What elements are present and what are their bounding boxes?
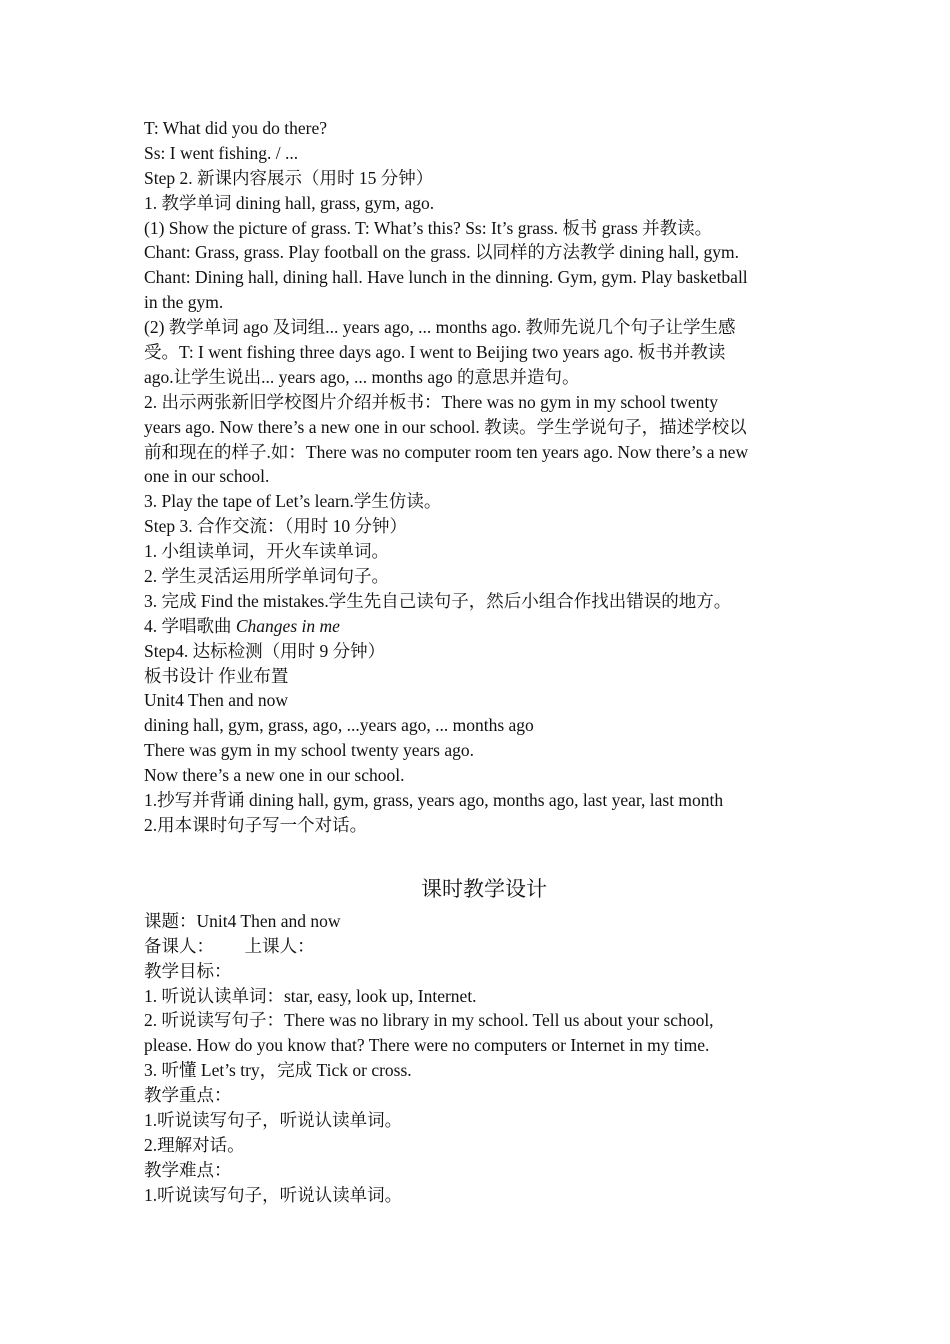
step-heading: Step 2. 新课内容展示（用时 15 分钟） [144, 167, 434, 188]
step-heading: Step4. 达标检测（用时 9 分钟） [144, 640, 386, 661]
text-line: ago.让学生说出... years ago, ... months ago 的意思并造句。 [144, 366, 580, 387]
text-line: There was gym in my school twenty years ago. [144, 740, 474, 761]
text-line: T: What did you do there? [144, 118, 327, 138]
text-line: 教学重点： [144, 1085, 232, 1106]
section-gap [144, 838, 824, 871]
text-line: 前和现在的样子.如：There was no computer room ten years ago. Now there’s a new [144, 441, 749, 462]
text-line: dining hall, gym, grass, ago, ...years ago, ... months ago [144, 715, 534, 736]
step-heading: Step 3. 合作交流：（用时 10 分钟） [144, 516, 407, 537]
text-line: 3. 听懂 Let’s try，完成 Tick or cross. [144, 1060, 412, 1081]
document-page [144, 116, 824, 1208]
text-line: 受。T: I went fishing three days ago. I went to Beijing two years ago. 板书并教读 [144, 342, 726, 363]
text-line: (2) 教学单词 ago 及词组... years ago, ... months ago. 教师先说几个句子让学生感 [144, 317, 736, 338]
text-line: 1.听说读写句子，听说认读单词。 [144, 1109, 403, 1130]
text-line: 2.理解对话。 [144, 1134, 245, 1155]
lesson-part-1 [144, 116, 824, 838]
text-line: years ago. Now there’s a new one in our school. 教读。学生学说句子，描述学校以 [144, 416, 747, 437]
text-line: 1. 小组读单词，开火车读单词。 [144, 541, 389, 562]
text-line: (1) Show the picture of grass. T: What’s this? Ss: It’s grass. 板书 grass 并教读。 [144, 217, 713, 238]
text-line: 2. 出示两张新旧学校图片介绍并板书：There was no gym in my school twenty [144, 391, 719, 412]
lesson-part-2 [144, 871, 824, 1208]
text-line: 备课人： 上课人： [144, 935, 315, 956]
text-line: 2. 学生灵活运用所学单词句子。 [144, 566, 389, 587]
text-line: Chant: Dining hall, dining hall. Have lunch in the dinning. Gym, gym. Play basketball [144, 267, 748, 288]
text-line: please. How do you know that? There were no computers or Internet in my time. [144, 1035, 710, 1056]
text-line: 1. 教学单词 dining hall, grass, gym, ago. [144, 192, 435, 213]
text-line: one in our school. [144, 466, 270, 487]
text-line: 1.听说读写句子，听说认读单词。 [144, 1184, 403, 1205]
text-line: 3. Play the tape of Let’s learn.学生仿读。 [144, 491, 442, 512]
text-line: 1.抄写并背诵 dining hall, gym, grass, years ago, months ago, last year, last month [144, 790, 724, 811]
text-line: 教学目标： [144, 960, 232, 981]
text-line: Ss: I went fishing. / ... [144, 142, 299, 163]
section-title: 课时教学设计 [421, 876, 547, 901]
text-line: 1. 听说认读单词：star, easy, look up, Internet. [144, 985, 477, 1006]
text-line: 2. 听说读写句子：There was no library in my school. Tell us about your school, [144, 1010, 714, 1031]
text-line: 2.用本课时句子写一个对话。 [144, 814, 368, 835]
song-line [144, 614, 824, 639]
song-title: Changes in me [235, 615, 340, 636]
song-prefix: 4. 学唱歌曲 [144, 615, 236, 636]
text-line: 3. 完成 Find the mistakes.学生先自己读句子，然后小组合作找出错误的地方。 [144, 590, 732, 611]
text-line: 课题：Unit4 Then and now [144, 910, 341, 931]
text-line: Chant: Grass, grass. Play football on the grass. 以同样的方法教学 dining hall, gym. [144, 242, 739, 263]
text-line: 教学难点： [144, 1159, 232, 1180]
text-line: Now there’s a new one in our school. [144, 765, 405, 786]
text-line: 板书设计 作业布置 [144, 665, 289, 686]
text-line: Unit4 Then and now [144, 690, 289, 711]
text-line: in the gym. [144, 292, 224, 313]
